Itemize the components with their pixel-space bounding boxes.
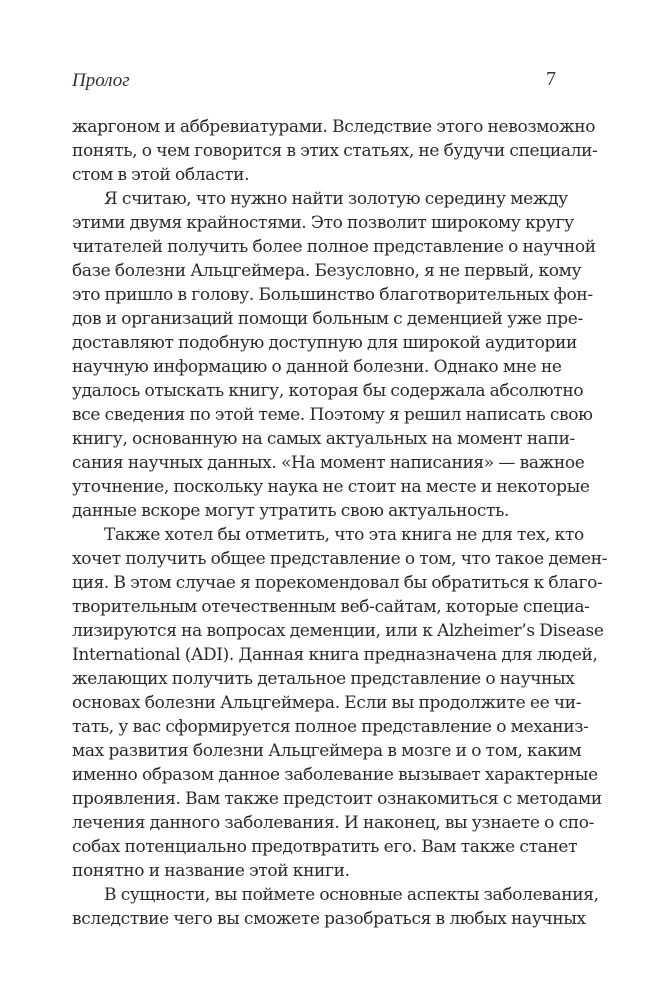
text-line: В сущности, вы поймете основные аспекты заболевания, <box>104 885 599 905</box>
text-line: данные вскоре могут утратить свою актуальность. <box>72 501 510 521</box>
text-line: мах развития болезни Альцгеймера в мозге и о том, каким <box>72 741 582 761</box>
text-line: это пришло в голову. Большинство благотворительных фон- <box>72 285 593 305</box>
text-line: сания научных данных. «На момент написания» — важное <box>72 453 585 473</box>
text-line: базе болезни Альцгеймера. Безусловно, я не первый, кому <box>72 261 582 281</box>
text-line: понять, о чем говорится в этих статьях, не будучи специали- <box>72 141 598 161</box>
text-line: ция. В этом случае я порекомендовал бы обратиться к благо- <box>72 573 603 593</box>
text-line: тать, у вас сформируется полное представление о механиз- <box>72 717 589 737</box>
text-line: уточнение, поскольку наука не стоит на месте и некоторые <box>72 477 590 497</box>
text-line: творительным отечественным веб-сайтам, которые специа- <box>72 597 590 617</box>
text-line: проявления. Вам также предстоит ознакомиться с методами <box>72 789 602 809</box>
text-line: дов и организаций помощи больным с деменцией уже пре- <box>72 309 583 329</box>
text-line: читателей получить более полное представление о научной <box>72 237 596 257</box>
body-text <box>72 115 608 931</box>
running-title: Пролог <box>72 70 130 91</box>
text-line: собах потенциально предотвратить его. Вам также станет <box>72 837 578 857</box>
text-line: понятно и название этой книги. <box>72 861 350 881</box>
text-line: основах болезни Альцгеймера. Если вы продолжите ее чи- <box>72 693 582 713</box>
text-line: International (ADI). Данная книга предназначена для людей, <box>72 645 598 665</box>
text-line: этими двумя крайностями. Это позволит широкому кругу <box>72 213 574 233</box>
text-line: жаргоном и аббревиатурами. Вследствие этого невозможно <box>72 117 596 137</box>
text-line: все сведения по этой теме. Поэтому я решил написать свою <box>72 405 593 425</box>
text-line: лизируются на вопросах деменции, или к Alzheimer’s Disease <box>72 621 604 641</box>
text-line: Также хотел бы отметить, что эта книга не для тех, кто <box>104 525 584 545</box>
text-line: удалось отыскать книгу, которая бы содержала абсолютно <box>72 381 584 401</box>
text-line: желающих получить детальное представление о научных <box>72 669 575 689</box>
text-line: хочет получить общее представление о том, что такое демен- <box>72 549 608 569</box>
text-line: лечения данного заболевания. И наконец, вы узнаете о спо- <box>72 813 595 833</box>
text-line: именно образом данное заболевание вызывает характерные <box>72 765 598 785</box>
text-line: доставляют подобную доступную для широкой аудитории <box>72 333 578 353</box>
text-line: научную информацию о данной болезни. Однако мне не <box>72 357 562 377</box>
page-number: 7 <box>546 68 556 90</box>
text-line: Я считаю, что нужно найти золотую середину между <box>104 189 568 209</box>
text-line: вследствие чего вы сможете разобраться в любых научных <box>72 909 586 929</box>
text-line: книгу, основанную на самых актуальных на момент напи- <box>72 429 575 449</box>
text-line: стом в этой области. <box>72 165 250 185</box>
